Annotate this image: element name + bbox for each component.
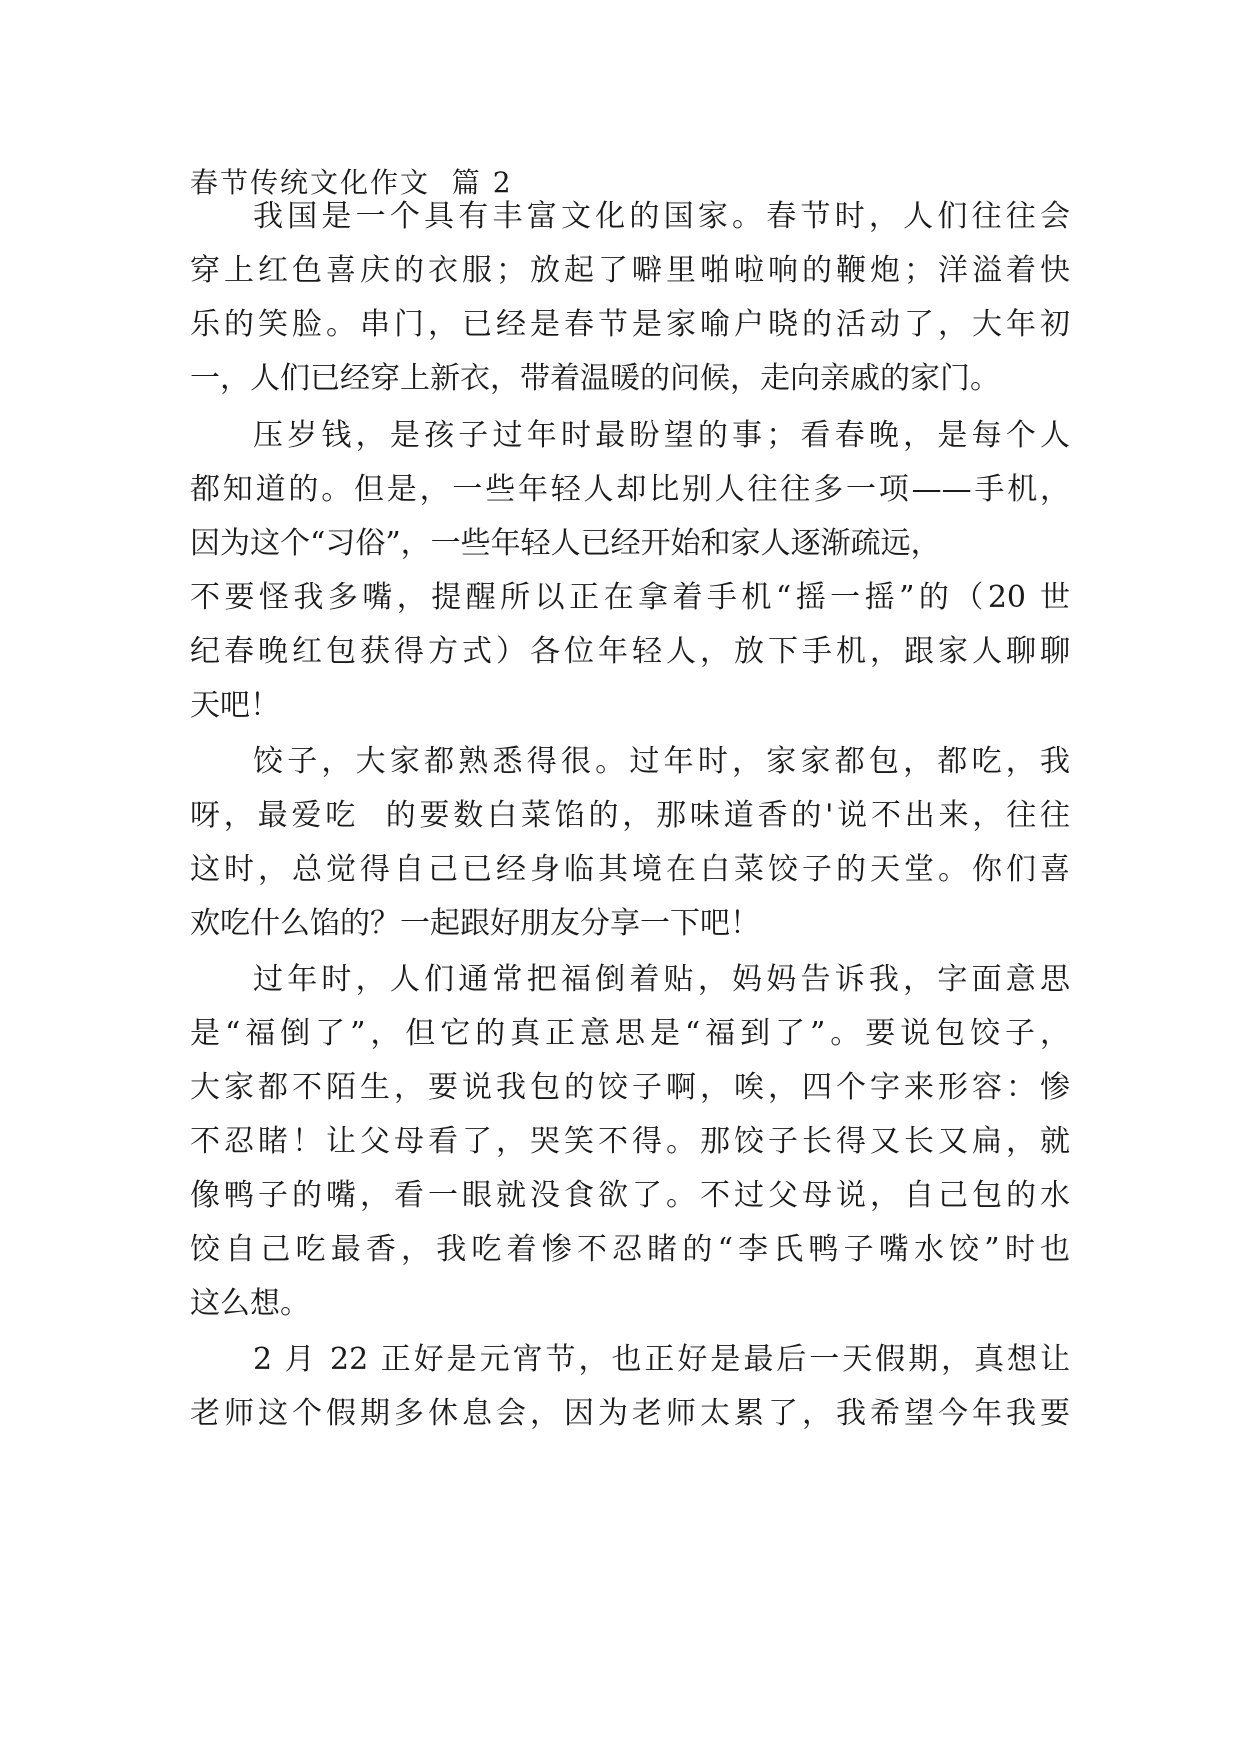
paragraph-line: 饺子，大家都熟悉得很。过年时，家家都包，都吃，我 xyxy=(253,744,1070,779)
document-title: 春节传统文化作文 篇 2 xyxy=(190,166,513,199)
paragraph-line: 呀，最爱吃 的要数白菜馅的，那味道香的'说不出来，往往 xyxy=(190,798,1070,833)
paragraph-line: 一，人们已经穿上新衣，带着温暖的问候，走向亲戚的家门。 xyxy=(190,361,1000,396)
paragraph-line: 穿上红色喜庆的衣服；放起了噼里啪啦响的鞭炮；洋溢着快 xyxy=(190,253,1070,288)
paragraph-line: 因为这个“习俗”，一些年轻人已经开始和家人逐渐疏远， xyxy=(190,526,941,561)
paragraph-line: 这时，总觉得自己已经身临其境在白菜饺子的天堂。你们喜 xyxy=(190,852,1070,887)
paragraph-line: 我国是一个具有丰富文化的国家。春节时，人们往往会 xyxy=(253,199,1070,234)
paragraph-line: 大家都不陌生，要说我包的饺子啊，唉，四个字来形容：惨 xyxy=(190,1070,1070,1105)
paragraph-line: 乐的笑脸。串门，已经是春节是家喻户晓的活动了，大年初 xyxy=(190,307,1070,342)
paragraph-line: 不忍睹！让父母看了，哭笑不得。那饺子长得又长又扁，就 xyxy=(190,1124,1070,1159)
paragraph-line: 2 月 22 正好是元宵节，也正好是最后一天假期，真想让 xyxy=(253,1342,1070,1377)
paragraph-line: 欢吃什么馅的？一起跟好朋友分享一下吧！ xyxy=(190,906,760,941)
paragraph-line: 不要怪我多嘴，提醒所以正在拿着手机“摇一摇”的（20 世 xyxy=(190,580,1070,615)
paragraph-line: 都知道的。但是，一些年轻人却比别人往往多一项——手机， xyxy=(190,472,1070,507)
paragraph-line: 饺自己吃最香，我吃着惨不忍睹的“李氏鸭子嘴水饺”时也 xyxy=(190,1232,1070,1267)
paragraph-line: 压岁钱，是孩子过年时最盼望的事；看春晚，是每个人 xyxy=(253,418,1070,453)
paragraph-line: 像鸭子的嘴，看一眼就没食欲了。不过父母说，自己包的水 xyxy=(190,1178,1070,1213)
paragraph-line: 老师这个假期多休息会，因为老师太累了，我希望今年我要 xyxy=(190,1396,1070,1431)
paragraph-line: 过年时，人们通常把福倒着贴，妈妈告诉我，字面意思 xyxy=(253,962,1070,997)
paragraph-line: 这么想。 xyxy=(190,1286,310,1321)
paragraph-line: 是“福倒了”，但它的真正意思是“福到了”。要说包饺子， xyxy=(190,1016,1070,1051)
paragraph-line: 天吧！ xyxy=(190,688,280,723)
paragraph-line: 纪春晚红包获得方式）各位年轻人，放下手机，跟家人聊聊 xyxy=(190,634,1070,669)
